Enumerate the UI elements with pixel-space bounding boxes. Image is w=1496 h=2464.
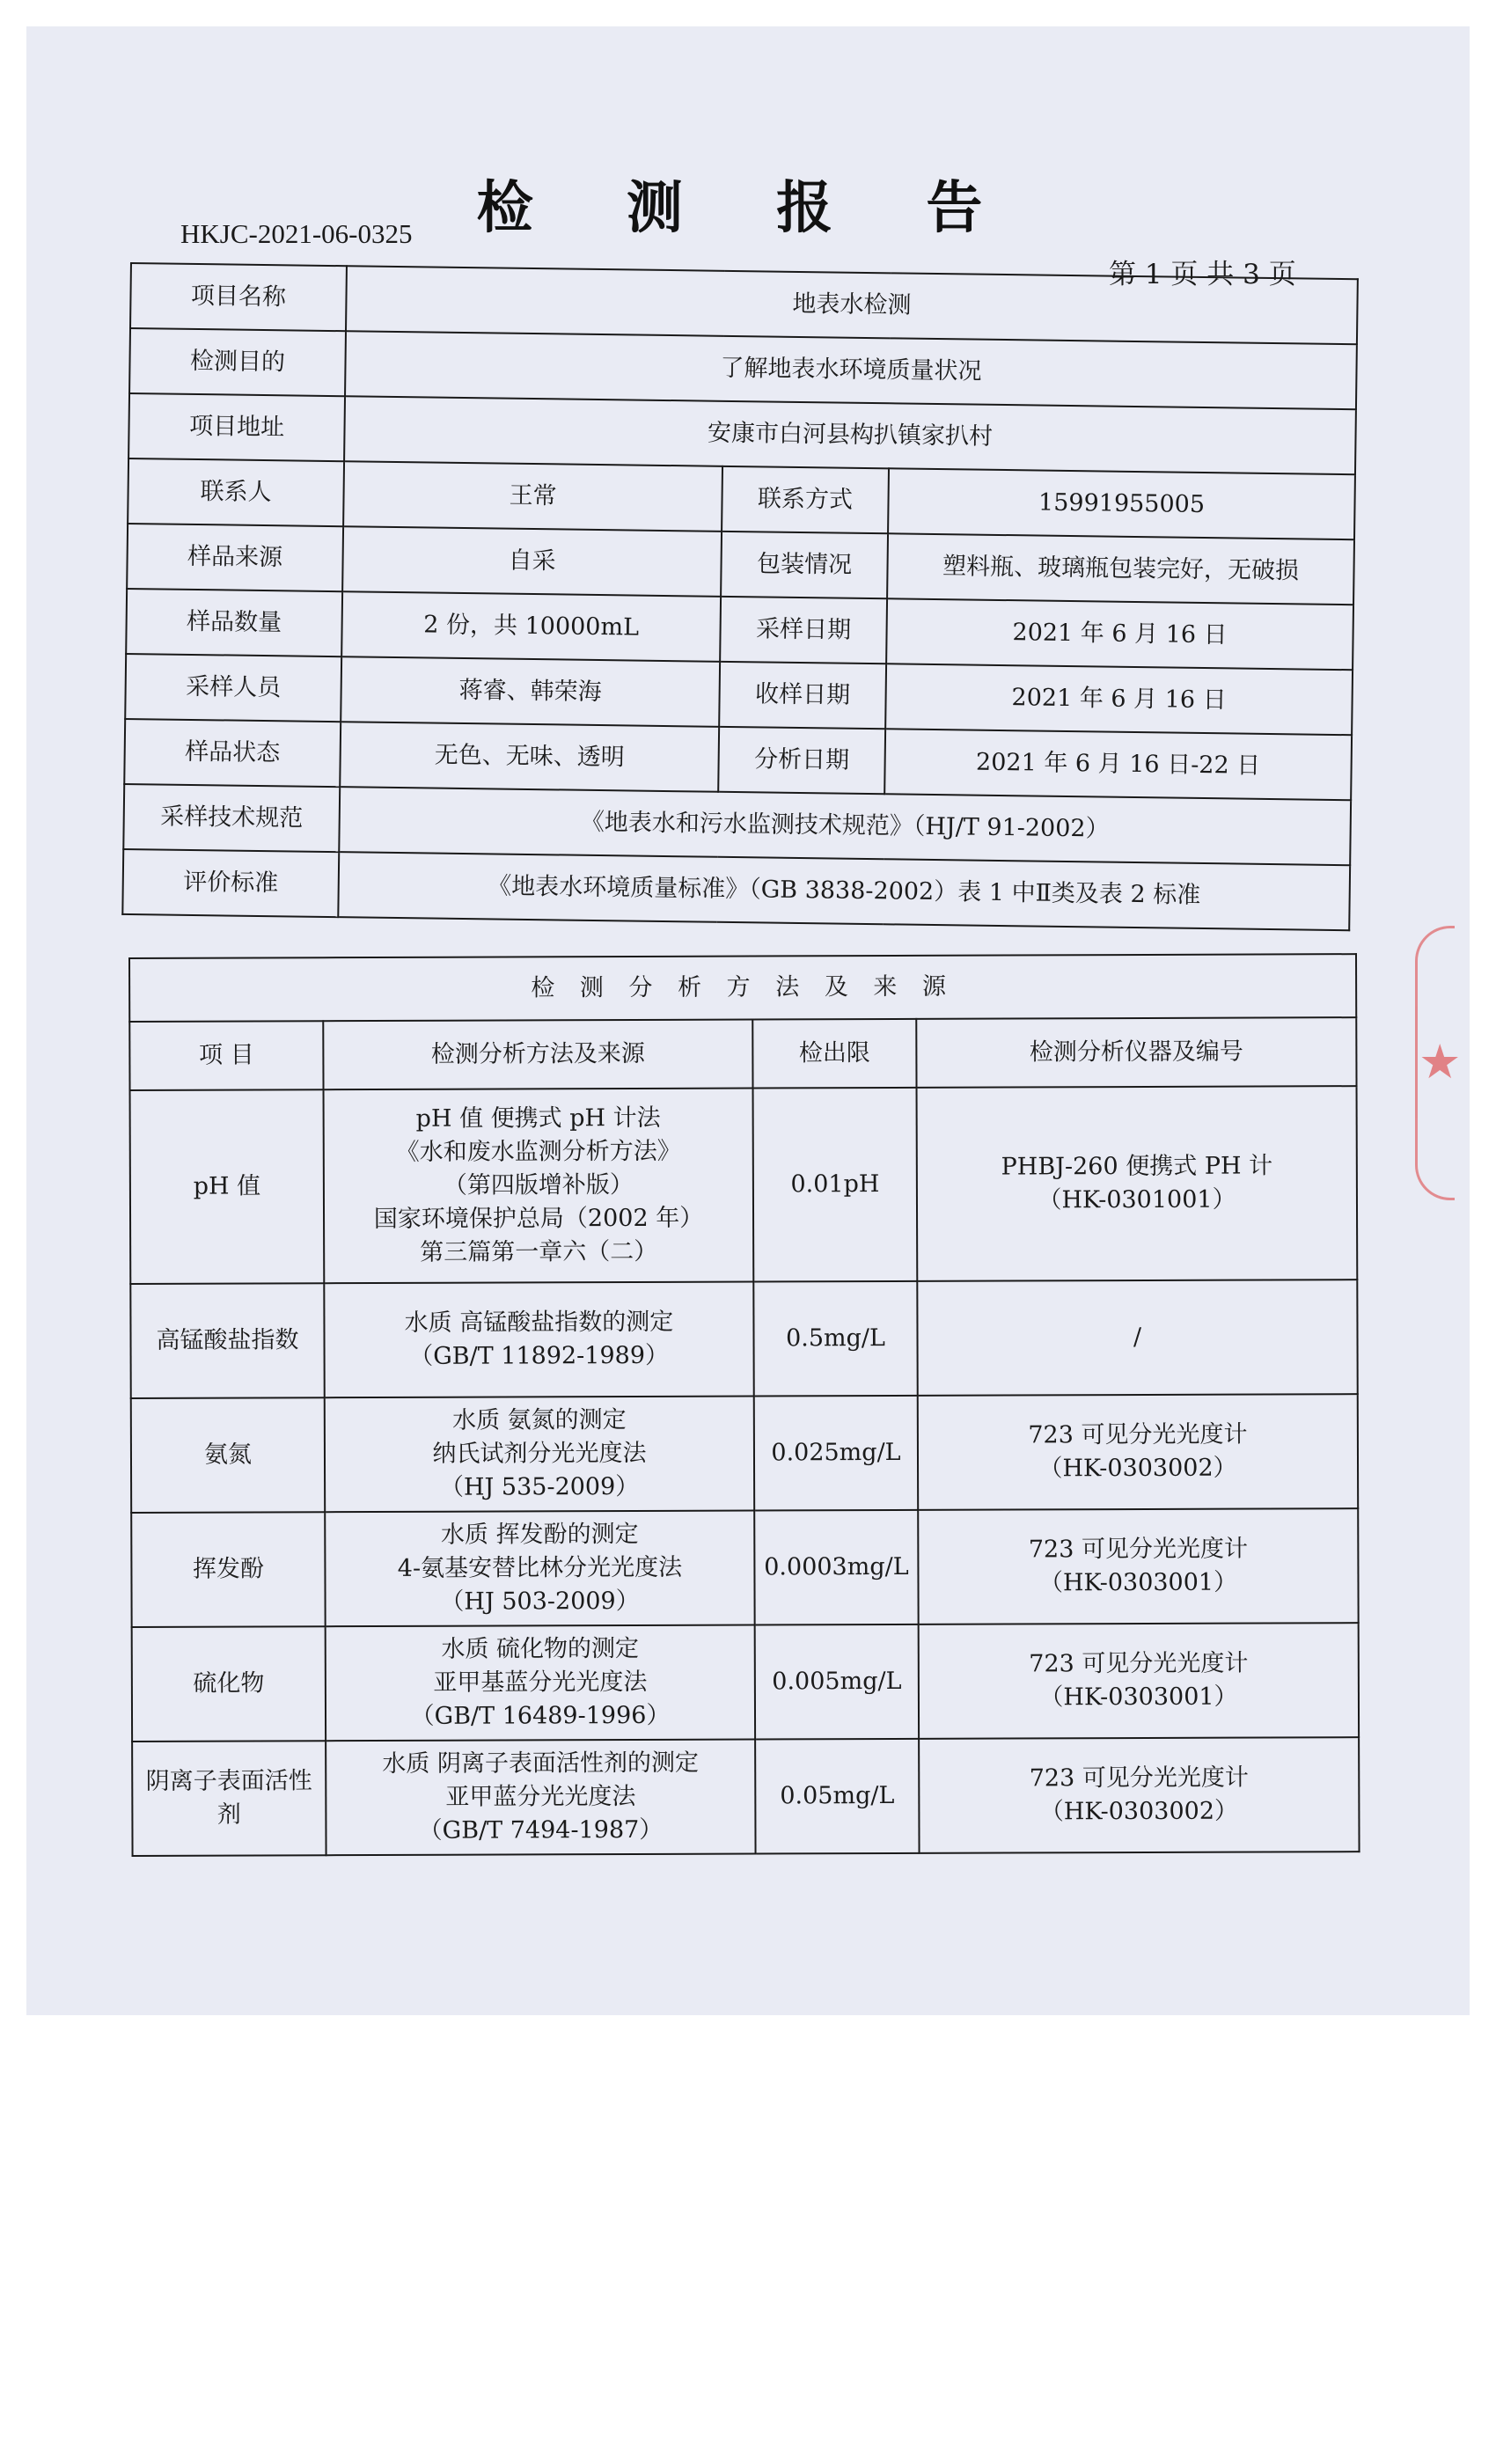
project-name-label: 项目名称 xyxy=(130,263,347,331)
instrument xyxy=(918,1394,1358,1510)
method-line: （HJ 535-2009） xyxy=(439,1472,640,1501)
instrument xyxy=(917,1086,1358,1281)
method-line: 第三篇第一章六（二） xyxy=(420,1237,658,1266)
project-info-table xyxy=(121,262,1359,931)
standard-label: 评价标准 xyxy=(122,849,339,917)
method-line: 水质 阴离子表面活性剂的测定 xyxy=(382,1749,700,1778)
method-item: 挥发酚 xyxy=(131,1512,325,1627)
method-source xyxy=(325,1397,754,1513)
method-item: pH 值 xyxy=(130,1089,325,1284)
method-line: （GB/T 16489-1996） xyxy=(410,1701,671,1730)
sampler-value: 蒋睿、韩荣海 xyxy=(341,656,720,727)
instrument-line: （HK-0303001） xyxy=(1038,1568,1238,1597)
table-header-row xyxy=(129,1017,1356,1090)
instrument-line: 723 可见分光光度计 xyxy=(1028,1420,1248,1449)
method-source xyxy=(326,1740,755,1856)
methods-table xyxy=(128,953,1360,1857)
sampling-date-label: 采样日期 xyxy=(720,597,887,664)
column-header: 检测分析仪器及编号 xyxy=(916,1017,1356,1088)
method-line: 国家环境保护总局（2002 年） xyxy=(373,1204,704,1234)
instrument-line: 723 可见分光光度计 xyxy=(1029,1649,1249,1678)
column-header: 检出限 xyxy=(752,1019,916,1089)
report-title: 检 测 报 告 xyxy=(476,175,1020,241)
contact-method-value: 15991955005 xyxy=(888,468,1355,539)
source-label: 样品来源 xyxy=(127,524,343,591)
state-value: 无色、无味、透明 xyxy=(340,722,719,792)
contact-value: 王常 xyxy=(343,461,722,532)
address-value: 安康市白河县构扒镇家扒村 xyxy=(344,396,1356,474)
seal-star-icon: ★ xyxy=(1419,1034,1462,1089)
method-line: pH 值 便携式 pH 计法 xyxy=(415,1104,661,1133)
spec-value: 《地表水和污水监测技术规范》（HJ/T 91-2002） xyxy=(339,787,1351,865)
method-line: 纳氏试剂分光光度法 xyxy=(432,1439,647,1468)
page-indicator: 第 1 页 共 3 页 xyxy=(1109,259,1296,290)
column-header: 检测分析方法及来源 xyxy=(323,1020,752,1090)
instrument xyxy=(919,1623,1359,1739)
method-line: 4-氨基安替比林分光光度法 xyxy=(397,1553,683,1582)
instrument-line: 723 可见分光光度计 xyxy=(1028,1535,1248,1564)
table-row xyxy=(132,1737,1359,1856)
method-item: 氨氮 xyxy=(131,1397,325,1513)
source-value: 自采 xyxy=(342,526,722,597)
table-row xyxy=(130,1086,1358,1284)
method-line: 亚甲基蓝分光光度法 xyxy=(433,1668,648,1697)
contact-method-label: 联系方式 xyxy=(722,466,889,533)
method-line: （第四版增补版） xyxy=(443,1170,634,1199)
instrument-line: 723 可见分光光度计 xyxy=(1029,1764,1249,1793)
sampling-date-value: 2021 年 6 月 16 日 xyxy=(886,598,1353,670)
address-label: 项目地址 xyxy=(128,393,345,461)
packing-label: 包装情况 xyxy=(721,532,888,598)
detection-limit: 0.025mg/L xyxy=(754,1396,918,1511)
table-row xyxy=(129,954,1356,1022)
table-row xyxy=(130,1280,1357,1398)
detection-limit: 0.05mg/L xyxy=(755,1739,919,1854)
instrument xyxy=(917,1280,1357,1396)
instrument-line: （HK-0303002） xyxy=(1038,1454,1237,1483)
table-row xyxy=(131,1508,1358,1627)
sampler-label: 采样人员 xyxy=(125,654,341,722)
method-source xyxy=(324,1089,754,1284)
method-line: 亚甲蓝分光光度法 xyxy=(445,1782,636,1811)
method-line: 水质 氨氮的测定 xyxy=(451,1406,627,1434)
method-source xyxy=(326,1625,755,1742)
instrument-line: （HK-0303001） xyxy=(1039,1683,1238,1712)
purpose-value: 了解地表水环境质量状况 xyxy=(345,331,1357,409)
instrument-line: （HK-0303002） xyxy=(1039,1797,1239,1826)
receive-date-value: 2021 年 6 月 16 日 xyxy=(885,664,1353,735)
method-line: 水质 硫化物的测定 xyxy=(441,1634,640,1663)
method-line: （HJ 503-2009） xyxy=(440,1587,640,1616)
column-header: 项 目 xyxy=(129,1021,323,1090)
state-label: 样品状态 xyxy=(124,719,341,787)
instrument xyxy=(918,1508,1358,1624)
instrument-line: （HK-0301001） xyxy=(1038,1185,1236,1214)
instrument xyxy=(919,1737,1359,1853)
purpose-label: 检测目的 xyxy=(129,328,346,396)
packing-value: 塑料瓶、玻璃瓶包装完好，无破损 xyxy=(887,533,1354,605)
standard-value: 《地表水环境质量标准》（GB 3838-2002）表 1 中Ⅱ类及表 2 标准 xyxy=(338,852,1350,930)
method-item: 阴离子表面活性剂 xyxy=(132,1741,326,1856)
detection-limit: 0.5mg/L xyxy=(753,1281,917,1397)
method-line: （GB/T 11892-1989） xyxy=(409,1341,670,1370)
quantity-value: 2 份，共 10000mL xyxy=(341,591,721,662)
detection-limit: 0.0003mg/L xyxy=(754,1510,918,1625)
spec-label: 采样技术规范 xyxy=(123,784,340,852)
report-number: HKJC-2021-06-0325 xyxy=(180,218,413,249)
project-name-value: 地表水检测 xyxy=(346,266,1358,344)
table-row xyxy=(132,1623,1359,1742)
receive-date-label: 收样日期 xyxy=(719,662,886,729)
method-line: （GB/T 7494-1987） xyxy=(418,1815,664,1844)
methods-section-title: 检 测 分 析 方 法 及 来 源 xyxy=(129,954,1356,1022)
method-source xyxy=(324,1282,753,1398)
detection-limit: 0.005mg/L xyxy=(755,1624,919,1740)
detection-limit: 0.01pH xyxy=(753,1088,918,1282)
method-line: 《水和废水监测分析方法》 xyxy=(395,1137,681,1166)
instrument-line: / xyxy=(1133,1323,1142,1352)
quantity-label: 样品数量 xyxy=(126,589,342,656)
method-item: 高锰酸盐指数 xyxy=(130,1283,324,1398)
instrument-line: PHBJ-260 便携式 PH 计 xyxy=(1001,1152,1273,1181)
analysis-date-value: 2021 年 6 月 16 日-22 日 xyxy=(884,729,1352,800)
contact-label: 联系人 xyxy=(128,458,344,526)
analysis-date-label: 分析日期 xyxy=(718,727,885,794)
method-line: 水质 高锰酸盐指数的测定 xyxy=(404,1308,674,1337)
table-row xyxy=(131,1394,1358,1513)
method-item: 硫化物 xyxy=(132,1626,326,1742)
method-line: 水质 挥发酚的测定 xyxy=(440,1520,639,1549)
method-source xyxy=(325,1511,754,1627)
